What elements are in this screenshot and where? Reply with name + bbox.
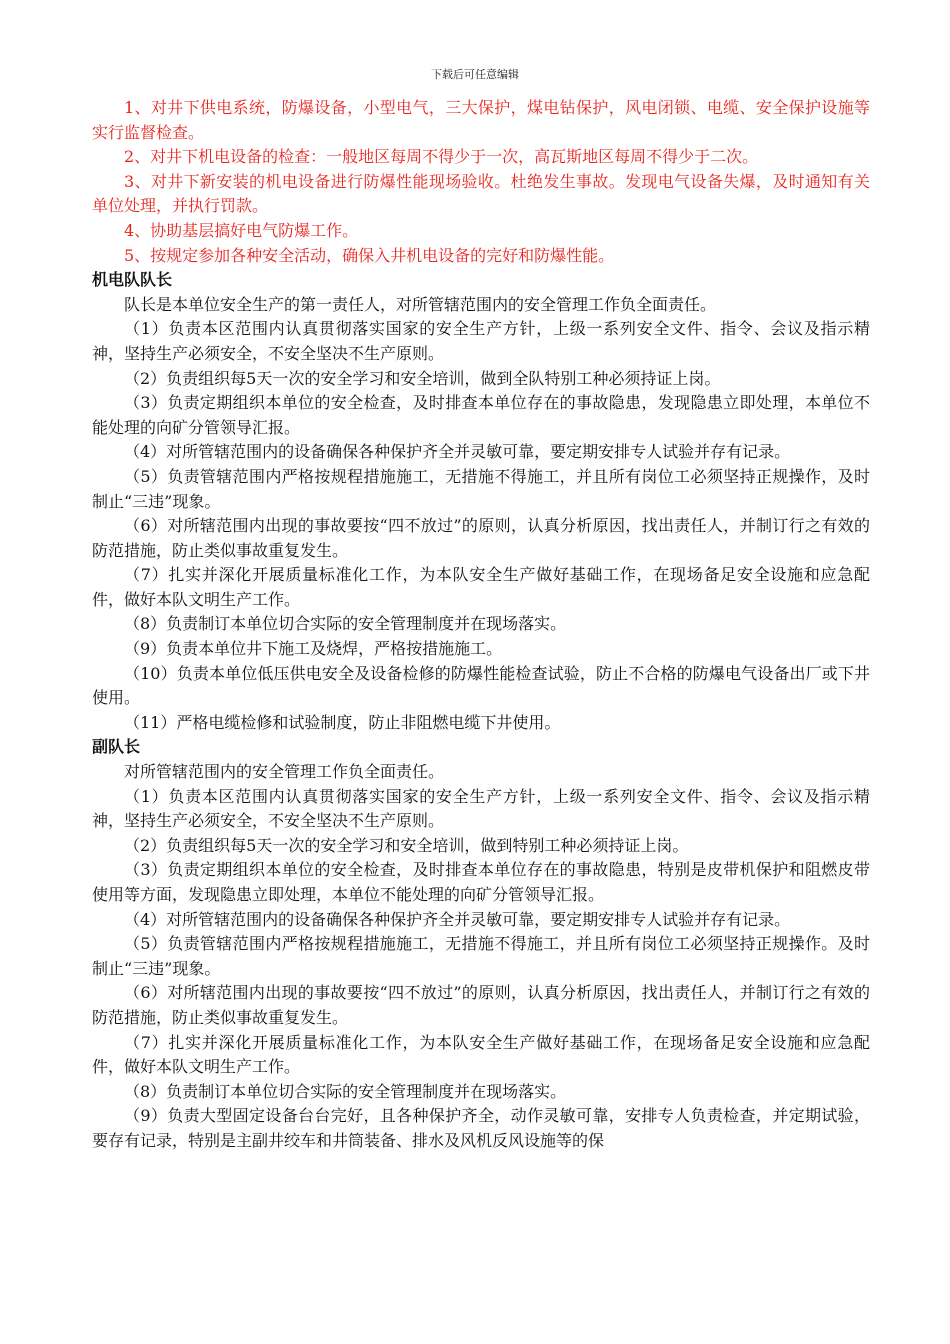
duty-item: （6）对所辖范围内出现的事故要按“四不放过”的原则，认真分析原因，找出责任人，并制订行之有效的防范措施，防止类似事故重复发生。 (92, 983, 870, 1027)
duty-item: （2）负责组织每5天一次的安全学习和安全培训，做到全队特别工种必须持证上岗。 (124, 368, 721, 388)
duty-item: （10）负责本单位低压供电安全及设备检修的防爆性能检查试验，防止不合格的防爆电气设备出厂或下井使用。 (92, 663, 870, 708)
intro-item: 5、按规定参加各种安全活动，确保入井机电设备的完好和防爆性能。 (124, 245, 615, 265)
intro-item: 4、协助基层搞好电气防爆工作。 (124, 220, 359, 240)
duty-item: （5）负责管辖范围内严格按规程措施施工，无措施不得施工，并且所有岗位工必须坚持正规操作。及时制止“三违”现象。 (92, 934, 870, 978)
page-header: 下载后可任意编辑 (431, 68, 519, 81)
duty-item: （11）严格电缆检修和试验制度，防止非阻燃电缆下井使用。 (124, 712, 561, 732)
duty-item: （5）负责管辖范围内严格按规程措施施工，无措施不得施工，并且所有岗位工必须坚持正规操作，及时制止“三违”现象。 (92, 466, 870, 511)
duty-item: （6）对所辖范围内出现的事故要按“四不放过”的原则，认真分析原因，找出责任人，并制订行之有效的防范措施，防止类似事故重复发生。 (92, 516, 870, 560)
duty-item: （3）负责定期组织本单位的安全检查，及时排查本单位存在的事故隐患，特别是皮带机保护和阻燃皮带使用等方面，发现隐患立即处理，本单位不能处理的向矿分管领导汇报。 (92, 860, 870, 904)
section-lead: 对所管辖范围内的安全管理工作负全面责任。 (124, 762, 445, 782)
duty-item: （4）对所管辖范围内的设备确保各种保护齐全并灵敏可靠，要定期安排专人试验并存有记录。 (124, 909, 791, 929)
intro-item: 3、对井下新安装的机电设备进行防爆性能现场验收。杜绝发生事故。发现电气设备失爆，及时通知有关单位处理，并执行罚款。 (92, 171, 870, 216)
intro-item: 1、对井下供电系统，防爆设备，小型电气，三大保护，煤电钻保护，风电闭锁、电缆、安全保护设施等实行监督检查。 (92, 98, 870, 142)
section-heading-deputy-leader: 副队长 (92, 737, 141, 757)
section-heading-team-leader: 机电队队长 (92, 270, 173, 290)
duty-item: （8）负责制订本单位切合实际的安全管理制度并在现场落实。 (124, 1081, 567, 1101)
duty-item: （7）扎实并深化开展质量标准化工作，为本队安全生产做好基础工作，在现场备足安全设施和应急配件，做好本队文明生产工作。 (92, 565, 870, 609)
duty-item: （2）负责组织每5天一次的安全学习和安全培训，做到特别工种必须持证上岗。 (124, 835, 689, 855)
section-lead: 队长是本单位安全生产的第一责任人，对所管辖范围内的安全管理工作负全面责任。 (124, 294, 717, 314)
duty-item: （3）负责定期组织本单位的安全检查，及时排查本单位存在的事故隐患，发现隐患立即处理，本单位不能处理的向矿分管领导汇报。 (92, 393, 870, 437)
duty-item: （7）扎实并深化开展质量标准化工作，为本队安全生产做好基础工作，在现场备足安全设施和应急配件，做好本队文明生产工作。 (92, 1032, 870, 1077)
document-body (92, 96, 870, 1154)
duty-item: （9）负责大型固定设备台台完好，且各种保护齐全，动作灵敏可靠，安排专人负责检查，并定期试验，要存有记录，特别是主副井绞车和井筒装备、排水及风机反风设施等的保 (92, 1106, 870, 1150)
duty-item: （1）负责本区范围内认真贯彻落实国家的安全生产方针，上级一系列安全文件、指令、会议及指示精神，坚持生产必须安全，不安全坚决不生产原则。 (92, 319, 870, 363)
duty-item: （8）负责制订本单位切合实际的安全管理制度并在现场落实。 (124, 614, 567, 634)
intro-item: 2、对井下机电设备的检查：一般地区每周不得少于一次，高瓦斯地区每周不得少于二次。 (124, 147, 759, 167)
duty-item: （4）对所管辖范围内的设备确保各种保护齐全并灵敏可靠，要定期安排专人试验并存有记录。 (124, 442, 791, 462)
duty-item: （9）负责本单位井下施工及烧焊，严格按措施施工。 (124, 639, 503, 659)
duty-item: （1）负责本区范围内认真贯彻落实国家的安全生产方针，上级一系列安全文件、指令、会议及指示精神，坚持生产必须安全，不安全坚决不生产原则。 (92, 786, 870, 831)
